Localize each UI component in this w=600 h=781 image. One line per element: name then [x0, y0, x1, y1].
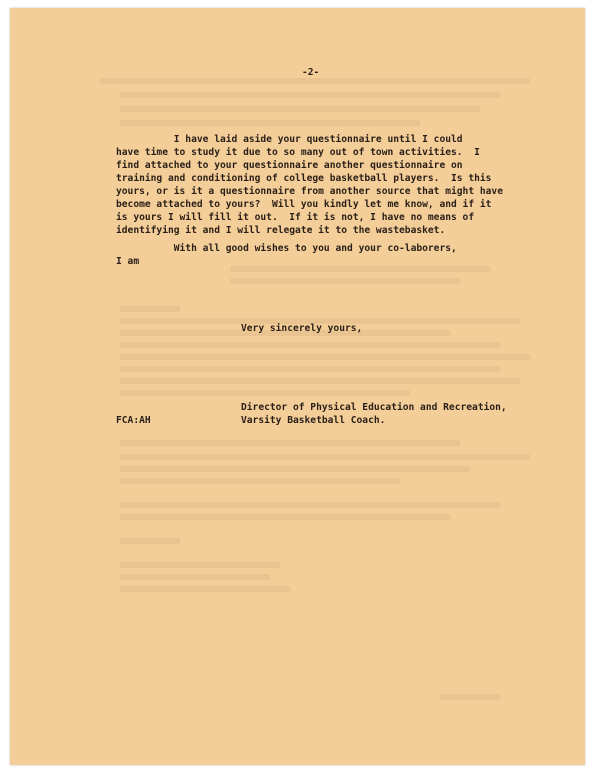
letter-page: [10, 8, 585, 765]
text-line: is yours I will fill it out. If it is not, I have no means of: [116, 212, 475, 223]
show-through-text: [10, 8, 585, 765]
text-line: become attached to yours? Will you kindly let me know, and if it: [116, 199, 492, 210]
text-line: I have laid aside your questionnaire until I could: [116, 134, 463, 145]
page-number: -2-: [302, 67, 320, 78]
text-line: have time to study it due to so many out of town activities. I: [116, 147, 480, 158]
text-line: I am: [116, 256, 140, 267]
title-line: Director of Physical Education and Recreation,: [241, 402, 507, 413]
reference-initials: FCA:AH: [116, 415, 151, 426]
text-line: yours, or is it a questionnaire from another source that might have: [116, 186, 503, 197]
body-paragraph-1: [116, 133, 503, 237]
text-line: With all good wishes to you and your co-laborers,: [116, 243, 457, 254]
text-line: find attached to your questionnaire another questionnaire on: [116, 160, 463, 171]
text-line: training and conditioning of college basketball players. Is this: [116, 173, 492, 184]
complimentary-close: Very sincerely yours,: [241, 323, 363, 334]
signature-title: [241, 401, 507, 427]
body-paragraph-2: [116, 242, 457, 268]
title-line: Varsity Basketball Coach.: [241, 415, 386, 426]
text-line: identifying it and I will relegate it to the wastebasket.: [116, 225, 446, 236]
